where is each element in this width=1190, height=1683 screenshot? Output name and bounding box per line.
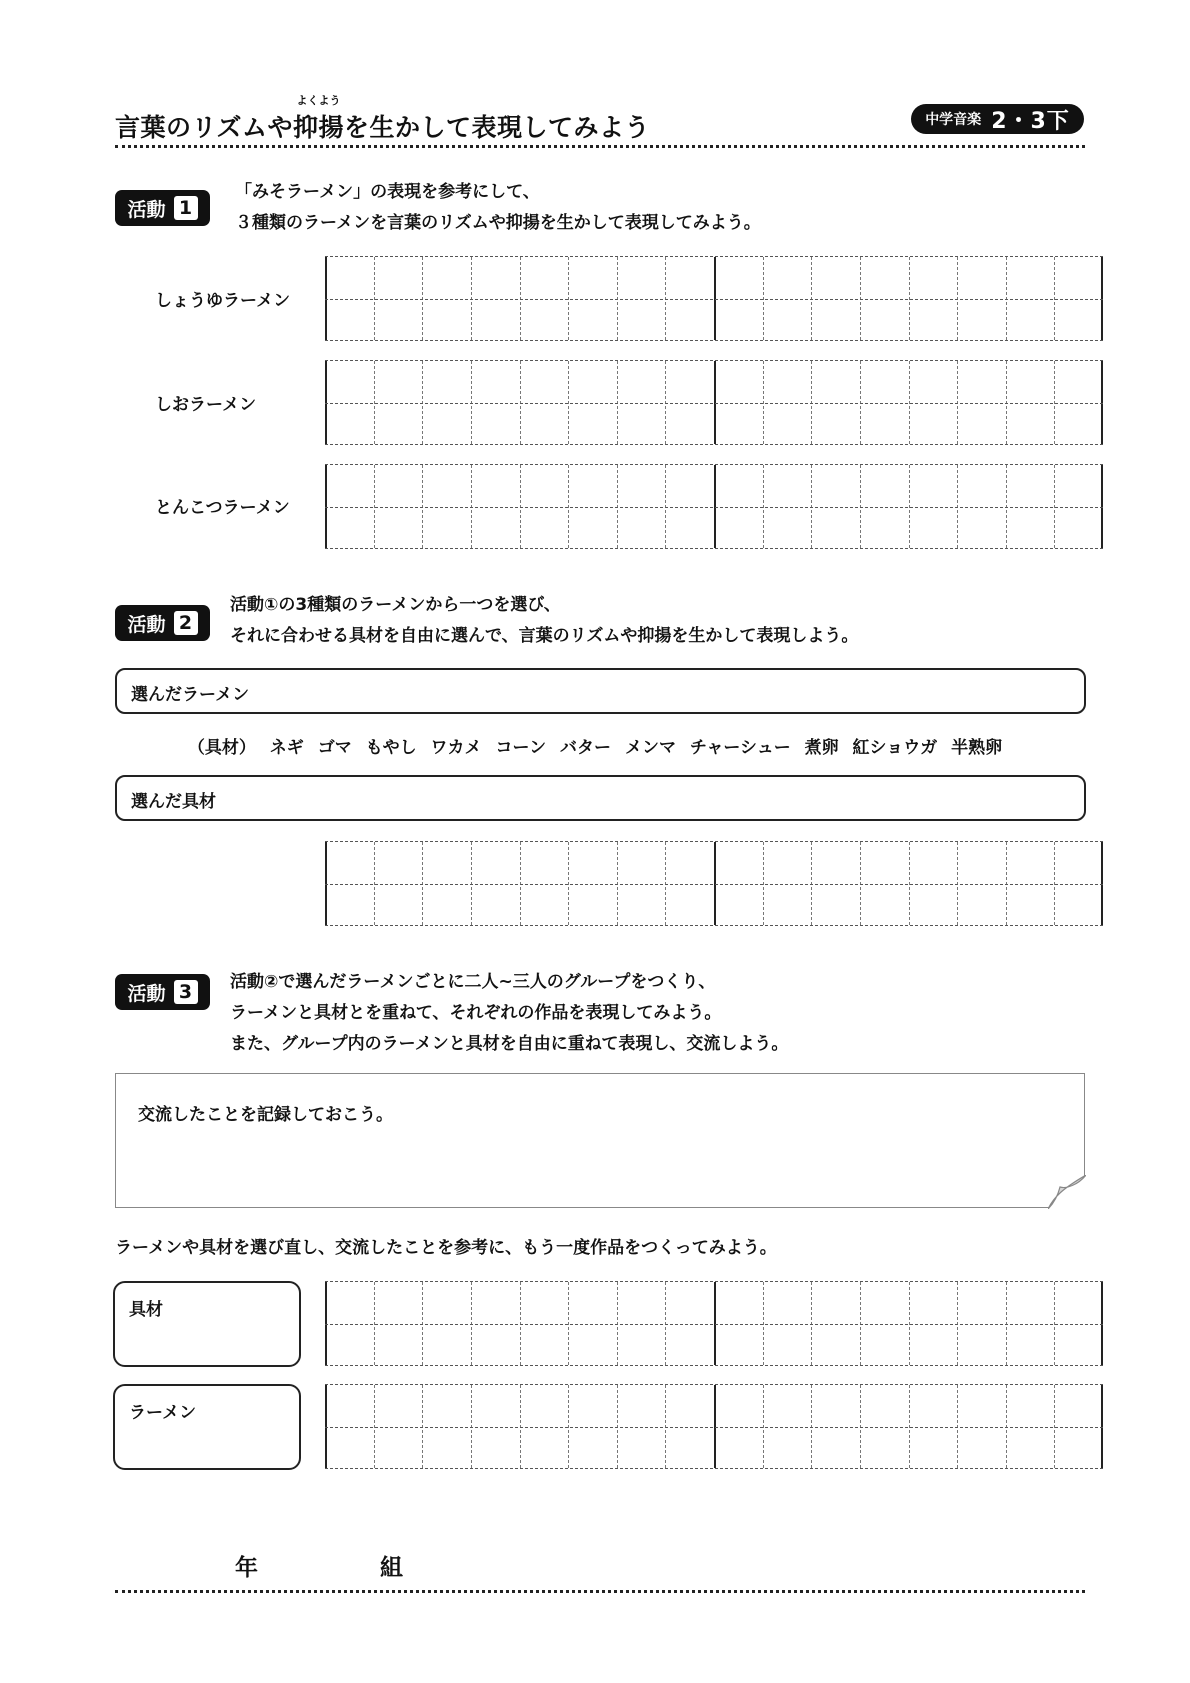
retry-ingredients-label: 具材 xyxy=(129,1300,163,1320)
grid-row-line xyxy=(325,884,1103,885)
activity-3-label: 活動 xyxy=(127,982,166,1005)
activity-3-line-1: 活動②で選んだラーメンごとに二人~三人のグループをつくり、 xyxy=(230,972,716,992)
activity-2-line-1: 活動①の3種類のラーメンから一つを選び、 xyxy=(230,595,561,615)
exchange-notes-box[interactable] xyxy=(115,1073,1085,1208)
page-curl-icon xyxy=(1048,1175,1086,1209)
title-part-1: 言葉のリズムや xyxy=(115,113,294,142)
ruby-base: 抑揚 xyxy=(293,113,345,142)
activity-3-line-2: ラーメンと具材とを重ねて、それぞれの作品を表現してみよう。 xyxy=(230,1003,722,1023)
activity-1-badge xyxy=(115,190,210,226)
header-divider xyxy=(115,145,1085,148)
activity-2-number: 2 xyxy=(174,611,198,635)
activity-1-line-1: 「みそラーメン」の表現を参考にして、 xyxy=(235,182,540,202)
rhythm-grid[interactable] xyxy=(325,1384,1103,1469)
title-ruby xyxy=(293,94,345,144)
chosen-ramen-box[interactable] xyxy=(115,668,1086,714)
activity-2-line-2: それに合わせる具材を自由に選んで、言葉のリズムや抑揚を生かして表現しよう。 xyxy=(230,626,859,646)
rhythm-grid[interactable] xyxy=(325,256,1103,341)
exchange-notes-label: 交流したことを記録しておこう。 xyxy=(138,1105,393,1125)
chosen-ramen-label: 選んだラーメン xyxy=(131,685,250,705)
activity-1-label: 活動 xyxy=(127,198,166,221)
activity-3-badge xyxy=(115,974,210,1010)
activity-3-line-3: また、グループ内のラーメンと具材を自由に重ねて表現し、交流しよう。 xyxy=(230,1034,789,1054)
grid-row-line xyxy=(325,507,1103,508)
ingredients-list: （具材） ネギ ゴマ もやし ワカメ コーン バター メンマ チャーシュー 煮卵 紅ショウガ 半熟卵 xyxy=(187,738,1003,758)
grid-row-line xyxy=(325,403,1103,404)
activity-2-instructions xyxy=(230,590,858,652)
grid-row-line xyxy=(325,299,1103,300)
retry-ramen-label: ラーメン xyxy=(129,1403,197,1423)
rhythm-grid[interactable] xyxy=(325,360,1103,445)
rhythm-grid[interactable] xyxy=(325,1281,1103,1366)
retry-instructions: ラーメンや具材を選び直し、交流したことを参考に、もう一度作品をつくってみよう。 xyxy=(115,1238,777,1258)
row-label-shoyu: しょうゆラーメン xyxy=(155,291,291,311)
class-label: 組 xyxy=(380,1555,403,1581)
activity-1-line-2: ３種類のラーメンを言葉のリズムや抑揚を生かして表現してみよう。 xyxy=(235,213,761,233)
grade-badge-subject: 中学音楽 xyxy=(925,112,982,128)
activity-2-badge xyxy=(115,605,210,641)
grade-badge-grade: 2・3下 xyxy=(991,108,1070,134)
title-part-2: を生かして表現してみよう xyxy=(344,113,651,142)
grid-row-line xyxy=(325,1427,1103,1428)
activity-1-instructions xyxy=(235,177,761,239)
retry-ingredients-box[interactable] xyxy=(113,1281,301,1367)
chosen-ingredients-label: 選んだ具材 xyxy=(131,792,216,812)
rhythm-grid[interactable] xyxy=(325,464,1103,549)
grade-badge xyxy=(911,104,1084,134)
ruby-reading: よくよう xyxy=(296,94,341,107)
retry-ramen-box[interactable] xyxy=(113,1384,301,1470)
activity-1-number: 1 xyxy=(174,196,198,220)
grid-row-line xyxy=(325,1324,1103,1325)
row-label-tonkotsu: とんこつラーメン xyxy=(155,498,290,518)
footer-divider xyxy=(115,1590,1085,1593)
year-label: 年 xyxy=(235,1555,258,1581)
row-label-shio: しおラーメン xyxy=(155,395,257,415)
page-title xyxy=(115,94,651,144)
activity-2-label: 活動 xyxy=(127,613,166,636)
chosen-ingredients-box[interactable] xyxy=(115,775,1086,821)
activity-3-number: 3 xyxy=(174,980,198,1004)
rhythm-grid[interactable] xyxy=(325,841,1103,926)
activity-3-instructions xyxy=(230,967,788,1060)
